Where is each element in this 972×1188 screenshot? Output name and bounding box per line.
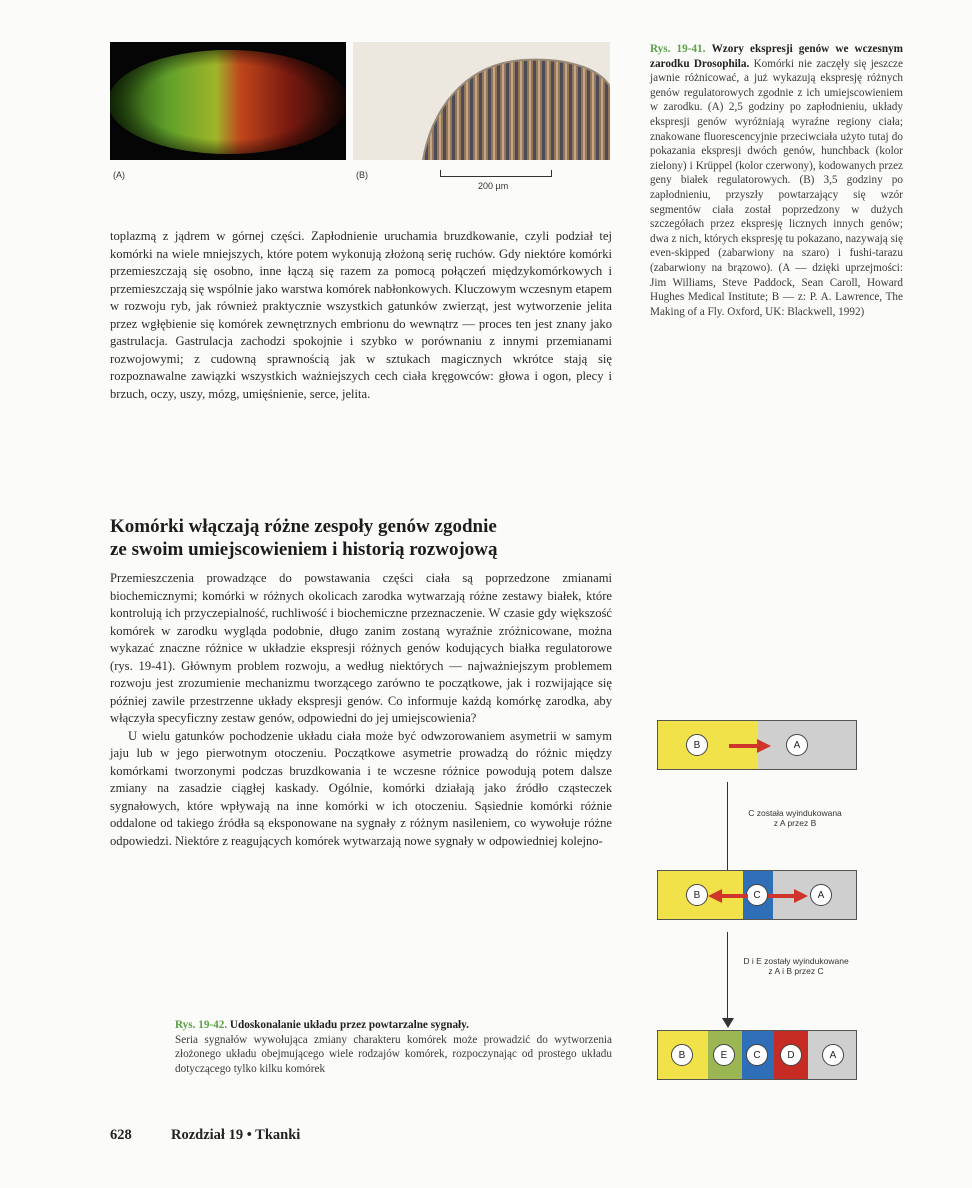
- caption-title: Udoskonalanie układu przez powtarzalne sygnały.: [229, 1019, 469, 1031]
- label-b: B: [686, 734, 708, 756]
- page-footer: [110, 1127, 300, 1144]
- figure-19-41-panel-b: [353, 42, 610, 160]
- section-heading: [110, 515, 630, 561]
- scale-bar-label: 200 µm: [478, 181, 509, 191]
- heading-line-1: Komórki włączają różne zespoły genów zgodnie: [110, 516, 497, 537]
- signal-arrow-right: [768, 886, 810, 906]
- label-a: A: [810, 884, 832, 906]
- embryo-fluorescence-image: [110, 42, 346, 160]
- section-paragraph-2: U wielu gatunków pochodzenie układu ciała może być odwzorowaniem asymetrii w samym jaju lub w jego pierwotnym otoczeniu. Początkowe asymetrie prowadzą do różnic między komórkami tworzonymi podczas bruzdkowania i te wczesne różnice powodują potem dalsze zmiany na zasadzie ciągłej kaskady. Ogólnie, komórki działają jako źródło cząsteczek sygnałowych, które wpływają na inne komórki w ich otoczeniu. Sąsiednie komórki różnie oddalone od takiego źródła są eksponowane na sygnały z różnym nasileniem, co wywołuje różne odpowiedzi. Niektóre z reagujących komórek wytwarzają nowe sygnały w odpowiedniej kolejno-: [110, 728, 612, 848]
- label-a: A: [822, 1044, 844, 1066]
- caption-19-41: [650, 42, 903, 319]
- intro-paragraph: toplazmą z jądrem w górnej części. Zapłodnienie uruchamia bruzdkowanie, czyli podział tej komórki na wiele mniejszych, które potem wykonują złożoną serię ruchów. Gdy niektóre komórki przemieszczają się osobno, inne łączą się razem za pomocą połączeń międzykomórkowych i przemieszczają się wspólnie jako warstwa komórek nabłonkowych. Kluczowym wczesnym etapem w rozwoju ryb, jak również praktycznie wszystkich gatunków zwierząt, jest wytworzenie jelita przez wgłębienie się komórek zewnętrznych embrionu do wewnątrz — proces ten jest znany jako gastrulacja. Gastrulacja zachodzi spokojnie i szybko w porównaniu z innymi przemianami rozwojowymi; z cudowną sprawnością jak w sztukach magicznych wkrótce stają się rozpoznawalne zawiązki wszystkich ważniejszych cech ciała kręgowców: głowa i ogon, plecy i brzuch, oczy, uszy, mózg, umięśnienie, serce, jelita.: [110, 229, 612, 401]
- arrow-1-label-line2: z A przez B: [773, 818, 817, 828]
- panel-b-label: (B): [356, 170, 368, 180]
- caption-body: Komórki nie zaczęły się jeszcze jawnie różnicować, a już wykazują ekspresję różnych genów regulatorowych zgodnie z ich umiejscowieniem w zarodku. (A) 2,5 godziny po zapłodnieniu, układy ekspresji genów wyróżniają wyraźne regiony ciała; znakowane fluorescencyjnie przeciwciała użyto tutaj do pokazania ekspresji dwóch genów, hunchback (kolor zielony) i Krüppel (kolor czerwony), kodowanych przez geny białek regulatorowych. (B) 3,5 godziny po zapłodnieniu, przyszły powtarzający się wzór segmentów ciała został poprzedzony w dużych szczegółach przez ekspresję licznych innych genów; dwa z nich, których ekspresję tu pokazano, nazywają się even-skipped (zabarwiony na szaro) i fushi-tarazu (zabarwiony na brązowo). (A — dzięki uprzejmości: Jim Williams, Steve Paddock, Sean Caroll, Howard Hughes Medical Institute; B — z: P. A. Lawrence, The Making of a Fly. Oxford, UK: Blackwell, 1992): [650, 57, 903, 318]
- arrow-1-label-line1: C została wyindukowana: [748, 808, 842, 818]
- label-b: B: [686, 884, 708, 906]
- label-c: C: [746, 884, 768, 906]
- label-d: D: [780, 1044, 802, 1066]
- down-arrow-2: [727, 932, 728, 1022]
- down-arrow-1: [727, 782, 728, 874]
- arrow-1-label: [735, 808, 855, 828]
- label-a: A: [786, 734, 808, 756]
- section-label: Tkanki: [255, 1127, 301, 1143]
- figure-19-41-panel-a: [110, 42, 346, 160]
- signal-arrow-left: [708, 886, 748, 906]
- arrow-2-label: [735, 956, 857, 976]
- section-paragraph-1: Przemieszczenia prowadzące do powstawania części ciała są poprzedzone zmianami biochemicznymi; komórki w różnych okolicach zarodka wytwarzają różne zestawy białek, które kontrolują ich przyczepialność, ruchliwość i biochemiczne przeznaczenie. W czasie gdy większość komórek w zarodku wygląda podobnie, długo zanim zostaną wyraźnie zróżnicowane, można wykazać znaczne różnice w układzie ekspresji różnych genów kodujących białka regulatorowe (rys. 19-41). Głównym problem rozwoju, a według niektórych — najważniejszym problemem rozwoju jest zrozumienie mechanizmu tworzącego zarówno te początkowe, jak i rozwijające się później zawile przestrzenne układy ekspresji genów. Co informuje każdą komórkę zarodka, aby włączyła specyficzny zestaw genów, odpowiedni do jej umiejscowienia?: [110, 571, 612, 725]
- label-e: E: [713, 1044, 735, 1066]
- heading-line-2: ze swoim umiejscowieniem i historią rozwojową: [110, 539, 498, 560]
- caption-number: Rys. 19-42.: [175, 1019, 228, 1031]
- page-number: 628: [110, 1127, 132, 1143]
- figure-19-42-diagram: [657, 720, 857, 1020]
- caption-body: Seria sygnałów wywołująca zmiany charakteru komórek może prowadzić do wytworzenia złożonego układu obejmującego wiele rodzajów komórek, rozpoczynając od prostego układu dotyczącego tylko kilku komórek: [175, 1033, 612, 1075]
- arrow-2-label-line2: z A i B przez C: [768, 966, 824, 976]
- chapter-label: Rozdział 19: [171, 1127, 244, 1143]
- arrow-2-label-line1: D i E zostały wyindukowane: [743, 956, 849, 966]
- body-intro: [110, 228, 612, 403]
- embryo-stripes-image: [353, 42, 610, 160]
- footer-bullet: •: [246, 1127, 252, 1143]
- down-arrow-2-head: [722, 1018, 734, 1028]
- scale-bar: [440, 170, 552, 177]
- caption-title: Wzory ekspresji genów we wczesnym zarodku Drosophila.: [650, 43, 904, 70]
- section-body: [110, 570, 612, 850]
- panel-a-label: (A): [113, 170, 125, 180]
- caption-number: Rys. 19-41.: [650, 43, 706, 55]
- label-c: C: [746, 1044, 768, 1066]
- caption-19-42: [175, 1018, 612, 1076]
- label-b: B: [671, 1044, 693, 1066]
- signal-arrow-right: [729, 736, 773, 756]
